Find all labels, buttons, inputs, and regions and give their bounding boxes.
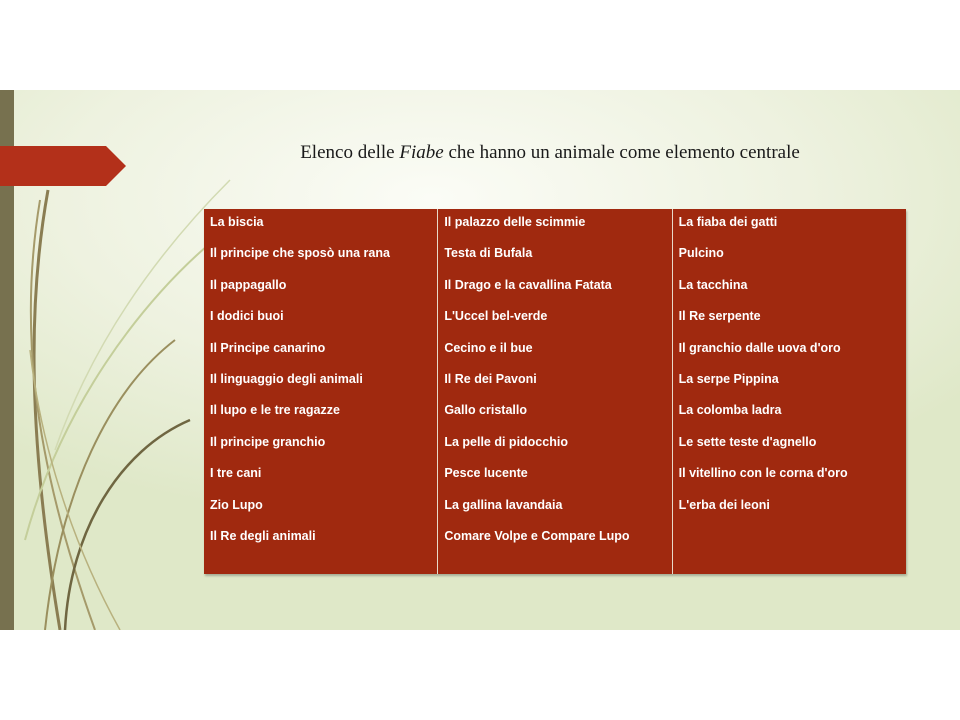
title-text-before: Elenco delle — [300, 142, 400, 163]
table-cell: Il principe che sposò una rana — [210, 246, 390, 261]
table-cell: I dodici buoi — [210, 309, 284, 324]
table-cell: Il Re serpente — [678, 309, 761, 324]
table-cell: Comare Volpe e Compare Lupo — [444, 528, 630, 543]
table-cell: Il palazzo delle scimmie — [444, 215, 586, 229]
table-cell: La fiaba dei gatti — [678, 215, 778, 229]
slide — [0, 90, 960, 630]
table-cell: Il linguaggio degli animali — [210, 371, 363, 386]
table-cell: Il granchio dalle uova d'oro — [678, 340, 841, 355]
table-column-3 — [672, 209, 906, 574]
table-cell: La biscia — [210, 215, 264, 229]
table-cell: I tre cani — [210, 466, 262, 481]
table-cell: Il Re degli animali — [210, 528, 316, 543]
table-column-1 — [204, 209, 437, 574]
table-cell: Il principe granchio — [210, 434, 326, 449]
slide-title — [240, 142, 860, 164]
fiabe-table — [204, 209, 906, 574]
table-cell: Il vitellino con le corna d'oro — [678, 466, 848, 481]
table-cell: Le sette teste d'agnello — [678, 434, 817, 449]
table-cell: Il lupo e le tre ragazze — [210, 403, 340, 418]
title-text-italic: Fiabe — [399, 142, 444, 163]
table-cell: Testa di Bufala — [444, 246, 533, 261]
table-cell: Il pappagallo — [210, 277, 287, 292]
table-cell: L'erba dei leoni — [678, 497, 770, 512]
table-cell: Cecino e il bue — [444, 340, 533, 355]
table-cell: Il Drago e la cavallina Fatata — [444, 277, 612, 292]
table-cell: La tacchina — [678, 277, 748, 292]
table-cell: La pelle di pidocchio — [444, 434, 568, 449]
table-cell: Pesce lucente — [444, 466, 528, 481]
table-cell: Il Re dei Pavoni — [444, 371, 537, 386]
table-cell: Zio Lupo — [210, 497, 263, 512]
table-cell: Gallo cristallo — [444, 403, 527, 418]
table-cell: Pulcino — [678, 246, 724, 261]
table-cell: La gallina lavandaia — [444, 497, 563, 512]
table-cell: La serpe Pippina — [678, 371, 779, 386]
table-cell: La colomba ladra — [678, 403, 782, 418]
table-cell: Il Principe canarino — [210, 340, 326, 355]
title-text-after: che hanno un animale come elemento centrale — [443, 142, 800, 163]
arrow-tab-icon — [0, 146, 126, 186]
table-cell: L'Uccel bel-verde — [444, 309, 548, 324]
table-column-2 — [437, 209, 671, 574]
